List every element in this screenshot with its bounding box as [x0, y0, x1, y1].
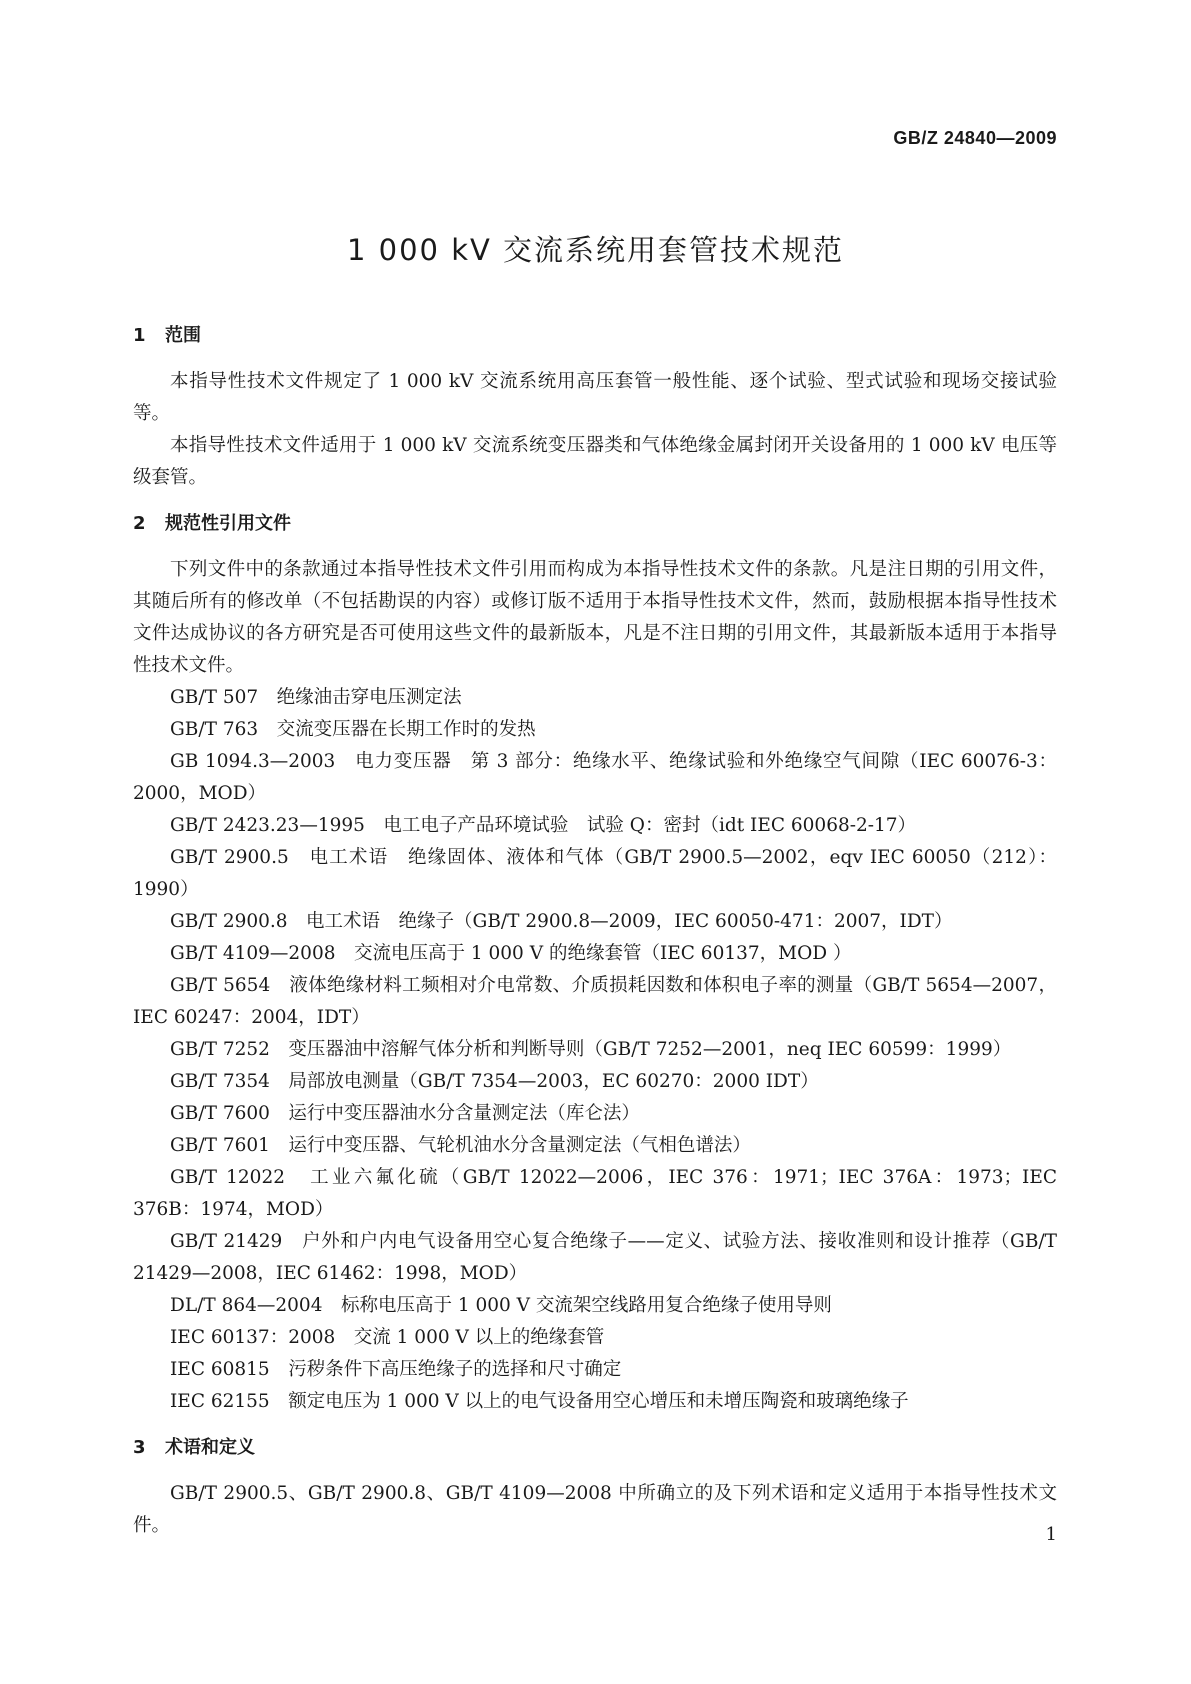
document-body: [133, 320, 1057, 1542]
reference-item: GB/T 763 交流变压器在长期工作时的发热: [170, 719, 536, 740]
reference-item: IEC 60815 污秽条件下高压绝缘子的选择和尺寸确定: [170, 1359, 622, 1380]
reference-item: DL/T 864—2004 标称电压高于 1 000 V 交流架空线路用复合绝缘子使用导则: [170, 1295, 832, 1316]
reference-item: GB/T 21429 户外和户内电气设备用空心复合绝缘子——定义、试验方法、接收准则和设计推荐（GB/T 21429—2008，IEC 61462：1998，MOD）: [133, 1231, 1057, 1284]
paragraph: 本指导性技术文件规定了 1 000 kV 交流系统用高压套管一般性能、逐个试验、型式试验和现场交接试验等。: [133, 371, 1057, 424]
section-number: 2: [133, 513, 146, 534]
reference-item: GB/T 7600 运行中变压器油水分含量测定法（库仑法）: [170, 1103, 640, 1124]
paragraph: 下列文件中的条款通过本指导性技术文件引用而构成为本指导性技术文件的条款。凡是注日期的引用文件，其随后所有的修改单（不包括勘误的内容）或修订版不适用于本指导性技术文件，然而，鼓励根据本指导性技术文件达成协议的各方研究是否可使用这些文件的最新版本，凡是不注日期的引用文件，其最新版本适用于本指导性技术文件。: [133, 559, 1057, 676]
document-title: 1 000 kV 交流系统用套管技术规范: [346, 233, 845, 267]
section-heading-terms-definitions: [133, 1432, 1057, 1464]
section-title: 范围: [165, 325, 201, 346]
reference-item: GB/T 12022 工业六氟化硫（GB/T 12022—2006，IEC 376：1971；IEC 376A：1973；IEC 376B：1974，MOD）: [133, 1167, 1057, 1220]
standard-code: GB/Z 24840—2009: [893, 128, 1057, 148]
section-heading-normative-references: [133, 508, 1057, 540]
section-number: 3: [133, 1437, 146, 1458]
paragraph: 本指导性技术文件适用于 1 000 kV 交流系统变压器类和气体绝缘金属封闭开关设备用的 1 000 kV 电压等级套管。: [133, 435, 1057, 488]
page-number: 1: [1045, 1524, 1057, 1545]
reference-item: GB/T 5654 液体绝缘材料工频相对介电常数、介质损耗因数和体积电子率的测量（GB/T 5654—2007，IEC 60247：2004，IDT）: [133, 975, 1057, 1028]
section-title: 规范性引用文件: [165, 513, 291, 534]
section-heading-scope: [133, 320, 1057, 352]
reference-item: GB/T 2900.8 电工术语 绝缘子（GB/T 2900.8—2009，IEC 60050-471：2007，IDT）: [170, 911, 953, 932]
reference-item: GB/T 7601 运行中变压器、气轮机油水分含量测定法（气相色谱法）: [170, 1135, 751, 1156]
reference-item: GB 1094.3—2003 电力变压器 第 3 部分：绝缘水平、绝缘试验和外绝缘空气间隙（IEC 60076-3：2000，MOD）: [133, 751, 1057, 804]
reference-item: GB/T 7354 局部放电测量（GB/T 7354—2003，EC 60270：2000 IDT）: [170, 1071, 819, 1092]
reference-item: IEC 62155 额定电压为 1 000 V 以上的电气设备用空心增压和未增压陶瓷和玻璃绝缘子: [170, 1391, 909, 1412]
reference-item: GB/T 4109—2008 交流电压高于 1 000 V 的绝缘套管（IEC 60137，MOD ）: [170, 943, 852, 964]
reference-item: GB/T 2423.23—1995 电工电子产品环境试验 试验 Q：密封（idt IEC 60068-2-17）: [170, 815, 917, 836]
reference-item: GB/T 2900.5 电工术语 绝缘固体、液体和气体（GB/T 2900.5—2002，eqv IEC 60050（212）：1990）: [133, 847, 1057, 900]
section-number: 1: [133, 325, 146, 346]
reference-item: IEC 60137：2008 交流 1 000 V 以上的绝缘套管: [170, 1327, 605, 1348]
section-title: 术语和定义: [165, 1437, 255, 1458]
paragraph: GB/T 2900.5、GB/T 2900.8、GB/T 4109—2008 中所确立的及下列术语和定义适用于本指导性技术文件。: [133, 1483, 1057, 1536]
reference-item: GB/T 507 绝缘油击穿电压测定法: [170, 687, 462, 708]
reference-item: GB/T 7252 变压器油中溶解气体分析和判断导则（GB/T 7252—2001，neq IEC 60599：1999）: [170, 1039, 1012, 1060]
